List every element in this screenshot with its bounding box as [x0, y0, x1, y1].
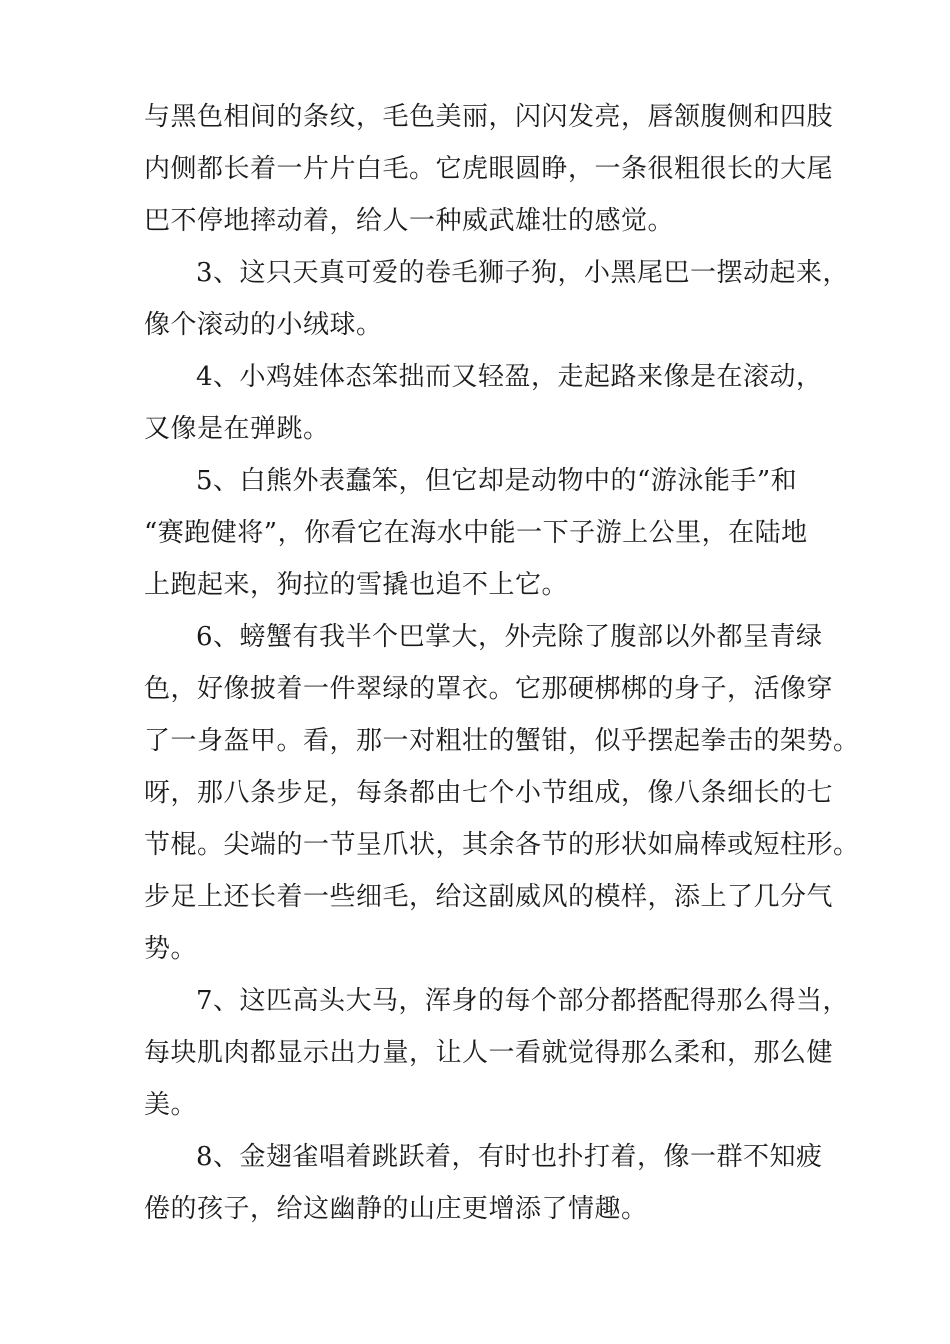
text-line: 与黑色相间的条纹，毛色美丽，闪闪发亮，唇颔腹侧和四肢: [144, 102, 834, 132]
text-line: 倦的孩子，给这幽静的山庄更增添了情趣。: [144, 1194, 648, 1224]
text-line: 4、小鸡娃体态笨拙而又轻盈，走起路来像是在滚动，: [196, 362, 823, 392]
text-line: 3、这只天真可爱的卷毛狮子狗，小黑尾巴一摆动起来，: [196, 258, 850, 288]
text-line: 8、金翅雀唱着跳跃着，有时也扑打着，像一群不知疲: [196, 1142, 823, 1172]
paragraph-6: [144, 611, 860, 975]
text-line: 6、螃蟹有我半个巴掌大，外壳除了腹部以外都呈青绿: [196, 622, 823, 652]
text-line: 5、白熊外表蠢笨，但它却是动物中的“游泳能手”和: [196, 466, 798, 496]
text-line: 色，好像披着一件翠绿的罩衣。它那硬梆梆的身子，活像穿: [144, 674, 834, 704]
paragraph-continued: [144, 91, 834, 247]
text-line: 内侧都长着一片片白毛。它虎眼圆睁，一条很粗很长的大尾: [144, 154, 834, 184]
text-line: “赛跑健将”，你看它在海水中能一下子游上公里，在陆地: [144, 518, 808, 548]
paragraph-8: [144, 1131, 823, 1235]
text-line: 7、这匹高头大马，浑身的每个部分都搭配得那么得当，: [196, 986, 850, 1016]
text-line: 巴不停地摔动着，给人一种威武雄壮的感觉。: [144, 206, 675, 236]
text-line: 节棍。尖端的一节呈爪状，其余各节的形状如扁棒或短柱形。: [144, 830, 860, 860]
text-line: 又像是在弹跳。: [144, 414, 330, 444]
text-line: 像个滚动的小绒球。: [144, 310, 383, 340]
paragraph-5: [144, 455, 814, 611]
paragraph-7: [144, 975, 850, 1131]
text-line: 上跑起来，狗拉的雪撬也追不上它。: [144, 570, 569, 600]
text-line: 步足上还长着一些细毛，给这副威风的模样，添上了几分气: [144, 882, 834, 912]
paragraph-3: [144, 247, 850, 351]
paragraph-4: [144, 351, 823, 455]
text-line: 了一身盔甲。看，那一对粗壮的蟹钳，似乎摆起拳击的架势。: [144, 726, 860, 756]
text-line: 每块肌肉都显示出力量，让人一看就觉得那么柔和，那么健: [144, 1038, 834, 1068]
document-body: [144, 91, 860, 1235]
text-line: 势。: [144, 934, 198, 964]
text-line: 呀，那八条步足，每条都由七个小节组成，像八条细长的七: [144, 778, 834, 808]
text-line: 美。: [144, 1090, 198, 1120]
